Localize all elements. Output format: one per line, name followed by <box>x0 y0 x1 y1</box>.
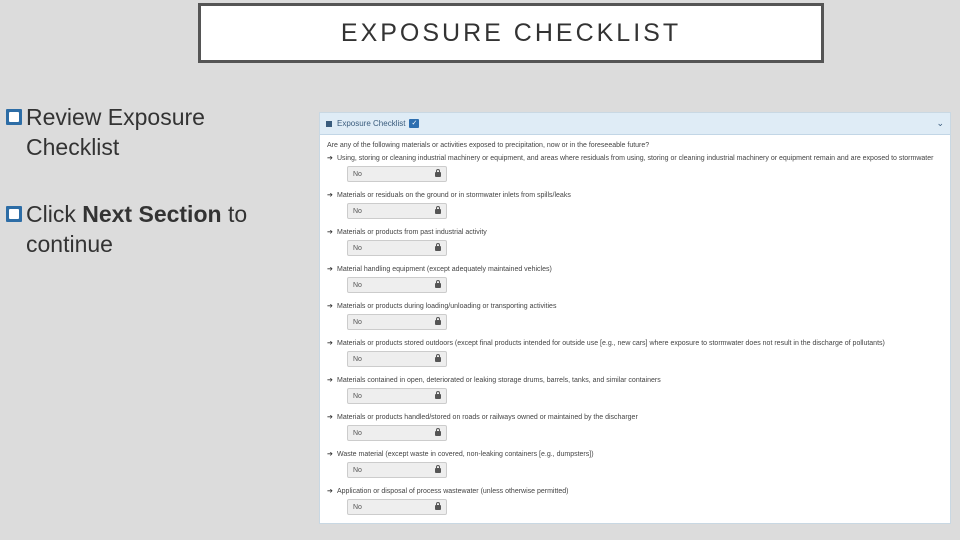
checklist-answer-field[interactable] <box>347 462 447 478</box>
checklist-item-text: Application or disposal of process wastewater (unless otherwise permitted) <box>337 488 569 495</box>
checklist-item-label <box>327 302 943 311</box>
checklist-items <box>320 154 950 515</box>
instruction-list <box>6 102 296 296</box>
instruction-text: to continue <box>26 201 248 257</box>
checklist-item <box>327 413 943 441</box>
checklist-answer-field[interactable] <box>347 314 447 330</box>
slide-title: EXPOSURE CHECKLIST <box>340 18 682 47</box>
checklist-answer-value: No <box>353 466 362 474</box>
checklist-item <box>327 191 943 219</box>
checklist-item-text: Materials or products during loading/unloading or transporting activities <box>337 303 557 310</box>
checklist-item-text: Materials or products handled/stored on roads or railways owned or maintained by the discharger <box>337 414 638 421</box>
checklist-item-text: Materials or residuals on the ground or in stormwater inlets from spills/leaks <box>337 192 571 199</box>
checklist-item-text: Materials contained in open, deteriorated or leaking storage drums, barrels, tanks, and similar containers <box>337 377 661 384</box>
arrow-right-icon: ➔ <box>327 192 333 199</box>
instruction-text: Click <box>26 201 83 227</box>
checklist-item-label <box>327 376 943 385</box>
chevron-down-icon[interactable]: ⌄ <box>936 118 944 128</box>
checklist-item-label <box>327 413 943 422</box>
arrow-right-icon: ➔ <box>327 266 333 273</box>
checklist-answer-value: No <box>353 503 362 511</box>
checklist-answer-value: No <box>353 392 362 400</box>
lock-icon <box>435 209 441 214</box>
arrow-right-icon: ➔ <box>327 377 333 384</box>
checklist-item <box>327 265 943 293</box>
checklist-answer-value: No <box>353 318 362 326</box>
slide-title-box <box>198 3 824 63</box>
checkbox-bullet-icon <box>6 109 22 125</box>
lock-icon <box>435 283 441 288</box>
exposure-checklist-panel <box>319 112 951 524</box>
instruction-item <box>6 199 296 259</box>
checklist-answer-field[interactable] <box>347 203 447 219</box>
lock-icon <box>435 394 441 399</box>
checklist-item-label <box>327 265 943 274</box>
checklist-item-label <box>327 339 943 348</box>
instruction-emphasis: Next Section <box>82 201 222 227</box>
lock-icon <box>435 246 441 251</box>
checklist-item-text: Materials or products stored outdoors (except final products intended for outside use [e.g., new cars] where exposure to stormwater does not result in the discharge of pollutants) <box>337 340 885 347</box>
lock-icon <box>435 357 441 362</box>
checklist-item <box>327 376 943 404</box>
arrow-right-icon: ➔ <box>327 229 333 236</box>
checklist-answer-field[interactable] <box>347 425 447 441</box>
checklist-item-label <box>327 450 943 459</box>
checklist-item <box>327 154 943 182</box>
checklist-answer-field[interactable] <box>347 166 447 182</box>
lock-icon <box>435 320 441 325</box>
checklist-item-text: Material handling equipment (except adequately maintained vehicles) <box>337 266 552 273</box>
checklist-answer-value: No <box>353 355 362 363</box>
lock-icon <box>435 505 441 510</box>
checklist-answer-field[interactable] <box>347 388 447 404</box>
lock-icon <box>435 468 441 473</box>
arrow-right-icon: ➔ <box>327 340 333 347</box>
checklist-item <box>327 339 943 367</box>
lock-icon <box>435 172 441 177</box>
arrow-right-icon: ➔ <box>327 303 333 310</box>
checklist-item-text: Waste material (except waste in covered, non-leaking containers [e.g., dumpsters]) <box>337 451 594 458</box>
checklist-answer-value: No <box>353 429 362 437</box>
arrow-right-icon: ➔ <box>327 414 333 421</box>
lock-icon <box>435 431 441 436</box>
instruction-text: Review Exposure Checklist <box>26 104 205 160</box>
checklist-answer-value: No <box>353 244 362 252</box>
panel-header[interactable] <box>320 113 950 135</box>
instruction-item <box>6 102 296 162</box>
checklist-item-label <box>327 228 943 237</box>
checklist-question: Are any of the following materials or activities exposed to precipitation, now or in the foreseeable future? <box>327 142 650 149</box>
panel-title: Exposure Checklist <box>337 119 406 128</box>
checklist-answer-value: No <box>353 170 362 178</box>
checklist-answer-value: No <box>353 281 362 289</box>
section-icon <box>326 121 332 127</box>
complete-check-icon: ✓ <box>409 119 419 128</box>
checklist-item <box>327 302 943 330</box>
checklist-item-text: Materials or products from past industrial activity <box>337 229 487 236</box>
checklist-item-label <box>327 487 943 496</box>
checklist-item <box>327 487 943 515</box>
checklist-answer-field[interactable] <box>347 351 447 367</box>
checklist-answer-field[interactable] <box>347 499 447 515</box>
checklist-item-label <box>327 154 943 163</box>
checklist-answer-value: No <box>353 207 362 215</box>
arrow-right-icon: ➔ <box>327 488 333 495</box>
checklist-item <box>327 228 943 256</box>
checklist-item-label <box>327 191 943 200</box>
checkbox-bullet-icon <box>6 206 22 222</box>
checklist-item <box>327 450 943 478</box>
arrow-right-icon: ➔ <box>327 155 333 162</box>
checklist-item-text: Using, storing or cleaning industrial machinery or equipment, and areas where residuals from using, storing or cleaning industrial machinery or equipment remain and are exposed to stormwater <box>337 155 934 162</box>
checklist-answer-field[interactable] <box>347 240 447 256</box>
arrow-right-icon: ➔ <box>327 451 333 458</box>
checklist-answer-field[interactable] <box>347 277 447 293</box>
